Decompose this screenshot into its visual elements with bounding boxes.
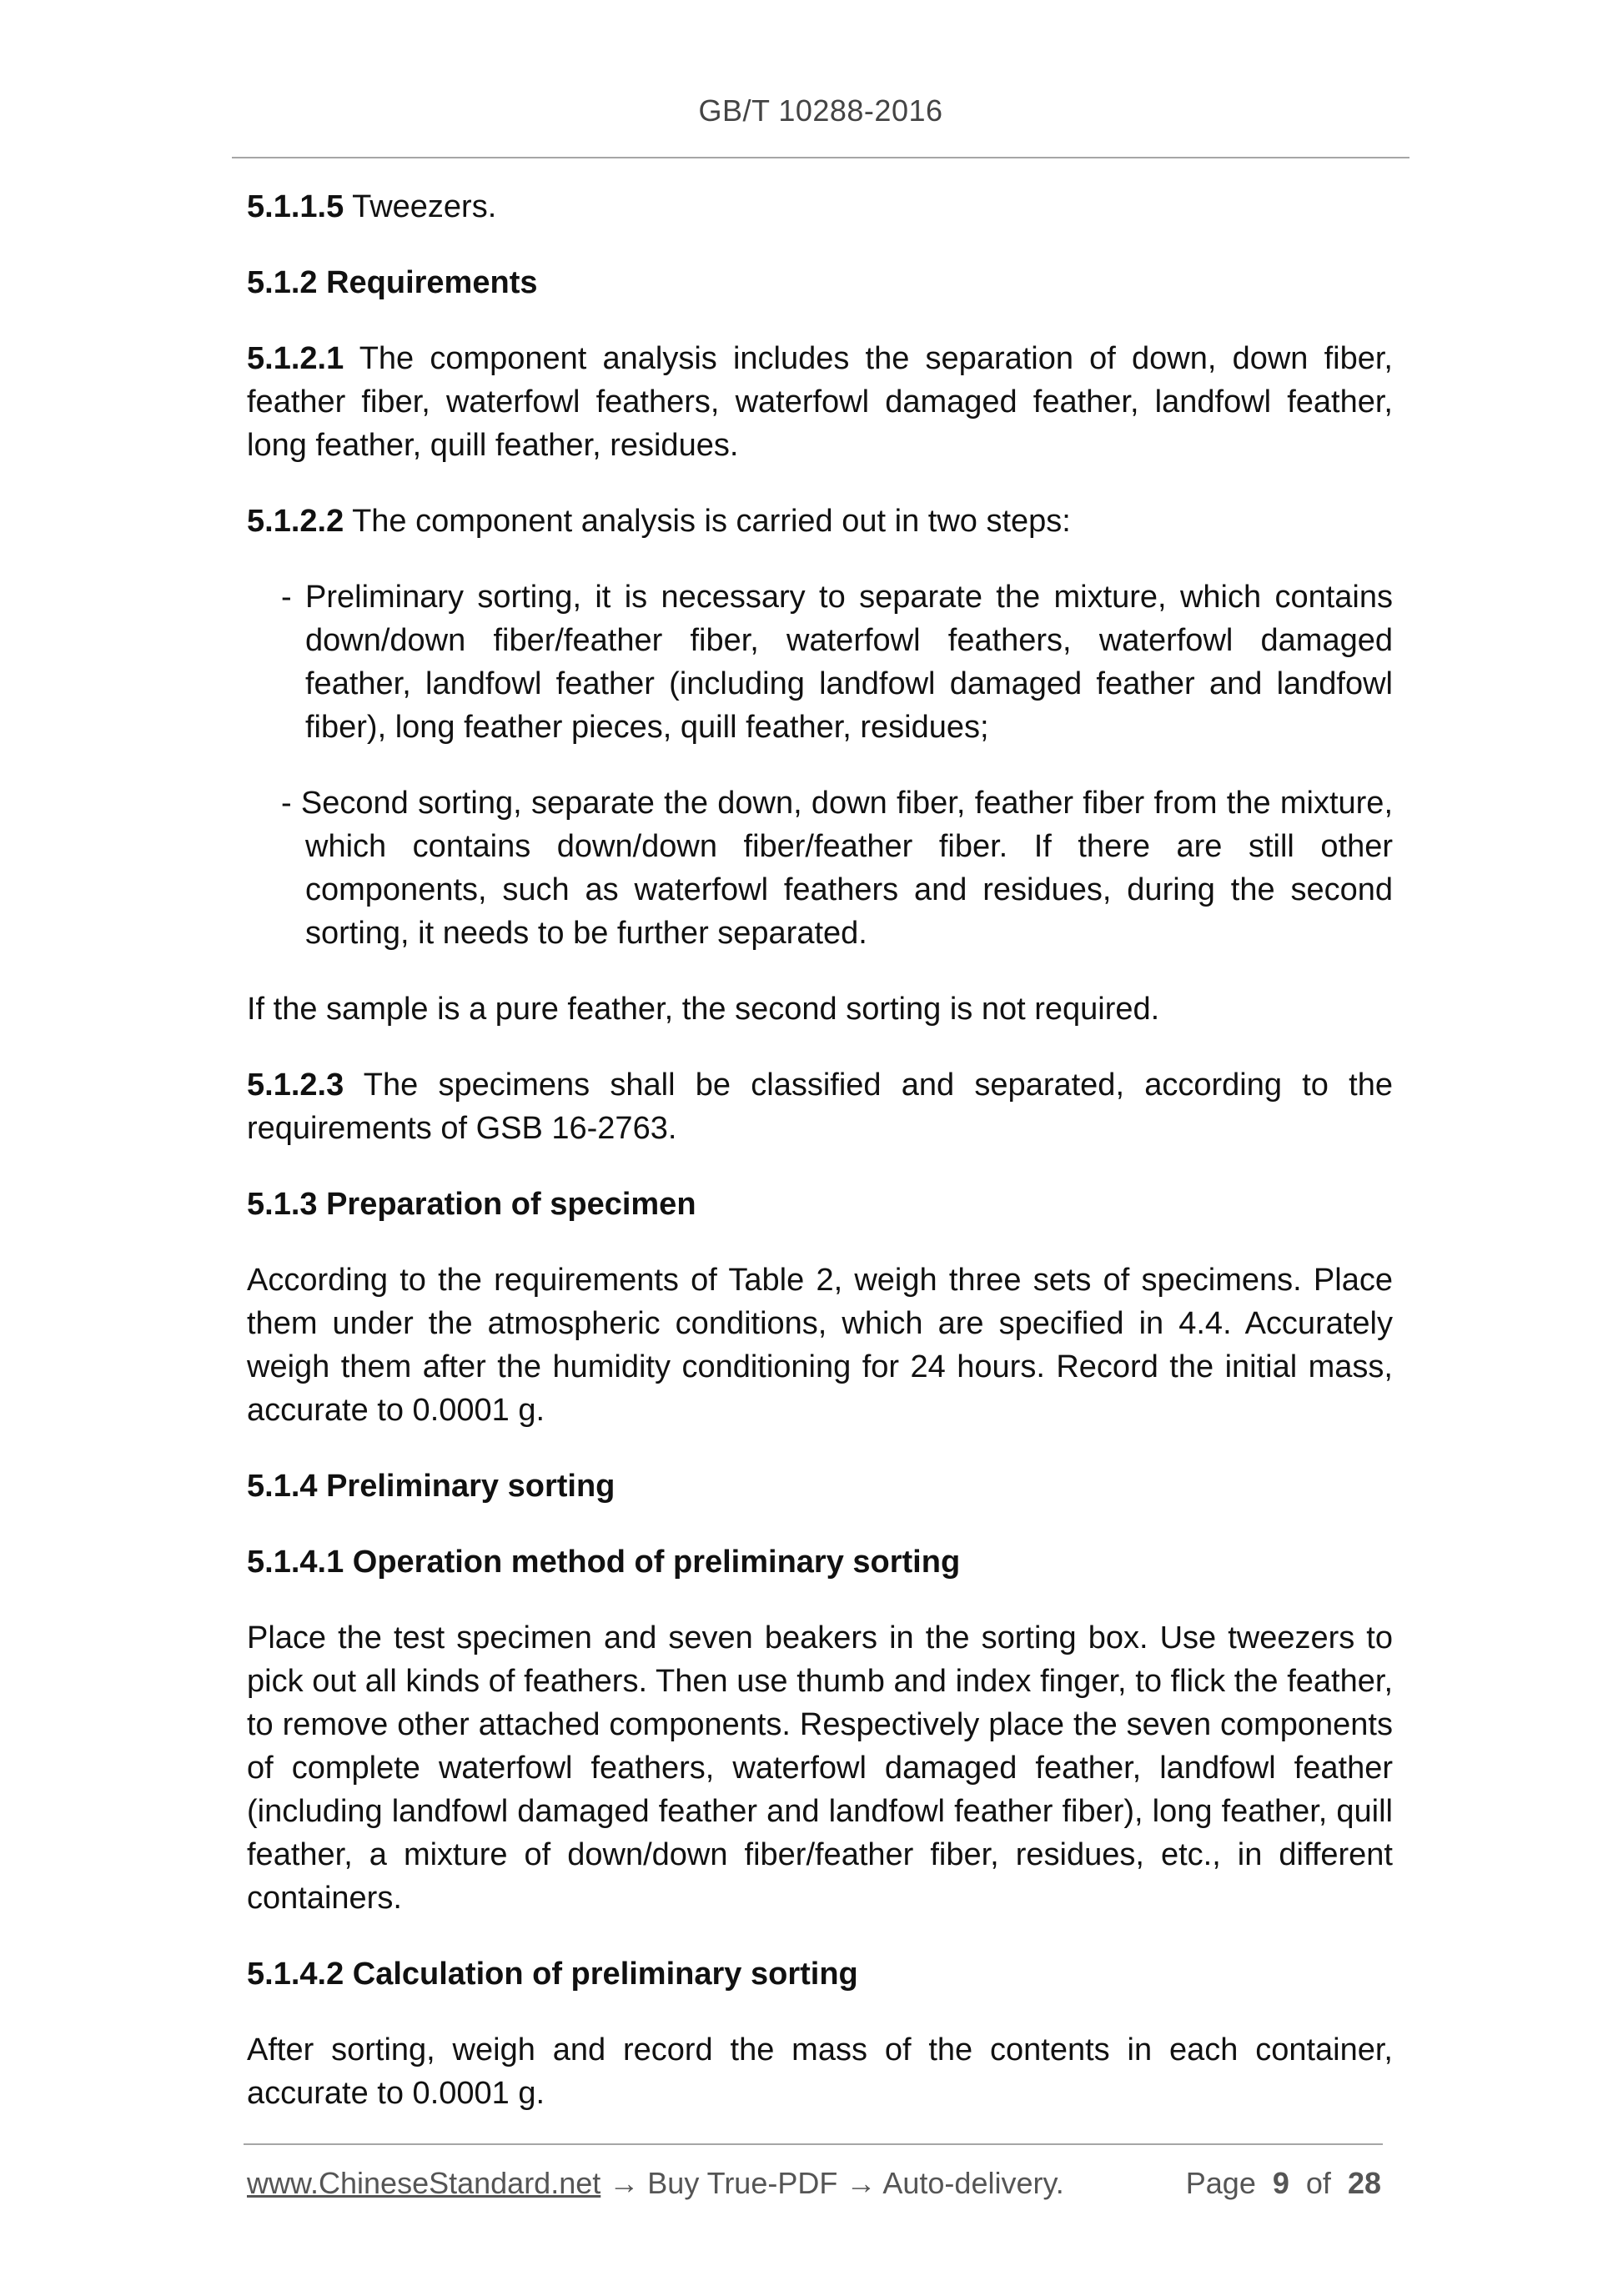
clause-number: 5.1.1.5: [247, 189, 344, 224]
page-of-label: of: [1305, 2166, 1331, 2200]
heading-5-1-4-2: 5.1.4.2 Calculation of preliminary sorting: [247, 1957, 858, 1992]
clause-number: 5.1.2.1: [247, 341, 344, 376]
heading-5-1-4-1: 5.1.4.1 Operation method of preliminary sorting: [247, 1545, 961, 1580]
auto-delivery-text: Auto-delivery.: [882, 2166, 1064, 2200]
paragraph-calculation: After sorting, weigh and record the mass of the contents in each container, accurate to 0.0001 g.: [247, 2032, 1393, 2111]
clause-5-1-2-1: [247, 337, 1393, 467]
document-body: [247, 185, 1393, 2148]
clause-text: The component analysis is carried out in two steps:: [344, 504, 1071, 539]
header-divider: [232, 157, 1409, 158]
document-header-title: GB/T 10288-2016: [698, 93, 943, 128]
clause-5-1-2-3: [247, 1063, 1393, 1150]
arrow-icon: →: [846, 2166, 877, 2200]
heading-5-1-3: 5.1.3 Preparation of specimen: [247, 1187, 696, 1222]
page-indicator: [1186, 2166, 1381, 2201]
buy-pdf-text: Buy True-PDF: [647, 2166, 838, 2200]
page-footer: [247, 2166, 1381, 2201]
clause-5-1-2-2: [247, 500, 1393, 543]
clause-number: 5.1.2.3: [247, 1068, 344, 1103]
heading-5-1-2: 5.1.2 Requirements: [247, 265, 538, 300]
page-label: Page: [1185, 2166, 1256, 2200]
paragraph-pure-feather: If the sample is a pure feather, the second sorting is not required.: [247, 992, 1160, 1027]
paragraph-specimen-preparation: According to the requirements of Table 2, weigh three sets of specimens. Place them under the atmospheric conditions, which are specified in 4.4. Accurately weigh them after the humidity conditioning for 24 hours. Record the initial mass, accurate to 0.0001 g.: [247, 1263, 1393, 1428]
page-number: 9: [1272, 2166, 1289, 2200]
footer-divider: [244, 2143, 1383, 2145]
arrow-icon: →: [609, 2166, 640, 2200]
clause-text: The component analysis includes the separation of down, down fiber, feather fiber, waterfowl feathers, waterfowl damaged feather, landfowl feather, long feather, quill feather, residues.: [247, 341, 1393, 463]
clause-number: 5.1.2.2: [247, 504, 344, 539]
list-item-second-sorting: - Second sorting, separate the down, down fiber, feather fiber from the mixture, which contains down/down fiber/feather fiber. If there are still other components, such as waterfowl feathers and residues, during the second sorting, it needs to be further separated.: [281, 786, 1393, 951]
list-item-preliminary-sorting: - Preliminary sorting, it is necessary to separate the mixture, which contains down/down fiber/feather fiber, waterfowl feathers, waterfowl damaged feather, landfowl feather (including landfowl damaged feather and landfowl fiber), long feather pieces, quill feather, residues;: [281, 580, 1393, 745]
paragraph-operation-method: Place the test specimen and seven beakers in the sorting box. Use tweezers to pick out all kinds of feathers. Then use thumb and index finger, to flick the feather, to remove other attached components. Respectively place the seven components of complete waterfowl feathers, waterfowl damaged feather, landfowl feather (including landfowl damaged feather and landfowl feather fiber), long feather, quill feather, a mixture of down/down fiber/feather fiber, residues, etc., in different containers.: [247, 1620, 1393, 1916]
heading-5-1-4: 5.1.4 Preliminary sorting: [247, 1469, 616, 1504]
page-total: 28: [1347, 2166, 1381, 2200]
website-link[interactable]: www.ChineseStandard.net: [247, 2166, 601, 2200]
clause-text: The specimens shall be classified and separated, according to the requirements of GSB 16-2763.: [247, 1068, 1393, 1146]
clause-text: Tweezers.: [344, 189, 497, 224]
clause-5-1-1-5: [247, 185, 1393, 229]
